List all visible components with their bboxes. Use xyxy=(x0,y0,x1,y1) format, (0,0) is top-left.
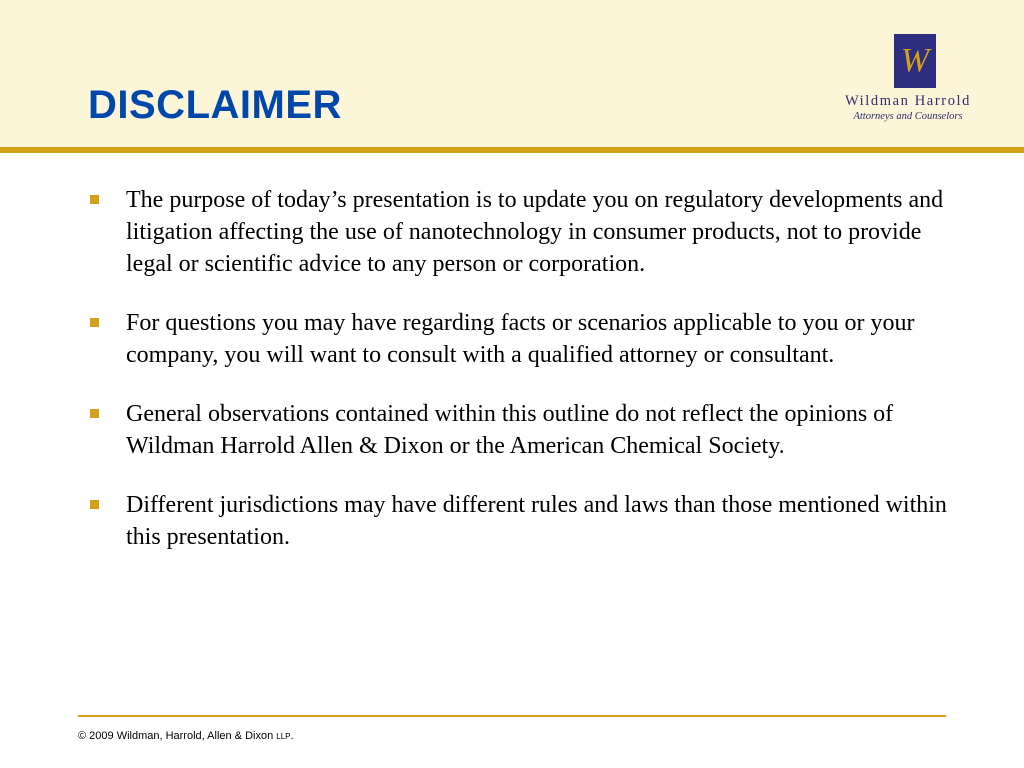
square-bullet-icon xyxy=(90,195,99,204)
bullet-list xyxy=(86,184,956,580)
firm-monogram-icon xyxy=(894,34,936,88)
bullet-text: For questions you may have regarding facts or scenarios applicable to you or your company, you will want to consult with a qualified attorney or consultant. xyxy=(126,310,915,368)
list-item xyxy=(86,489,956,553)
list-item xyxy=(86,307,956,371)
list-item xyxy=(86,184,956,280)
bullet-text: Different jurisdictions may have different rules and laws than those mentioned within this presentation. xyxy=(126,492,947,550)
monogram-letter: W xyxy=(900,42,930,79)
square-bullet-icon xyxy=(90,409,99,418)
footer-copyright xyxy=(78,730,294,742)
firm-logo xyxy=(838,34,978,126)
firm-tagline: Attorneys and Counselors xyxy=(853,111,963,122)
copyright-suffix: LLP xyxy=(276,732,291,741)
square-bullet-icon xyxy=(90,318,99,327)
bullet-text: The purpose of today’s presentation is to update you on regulatory developments and litigation affecting the use of nanotechnology in consumer products, not to provide legal or scientific advice to any person or corporation. xyxy=(126,187,944,277)
list-item xyxy=(86,398,956,462)
footer-divider xyxy=(78,715,946,717)
copyright-text: © 2009 Wildman, Harrold, Allen & Dixon xyxy=(78,730,277,742)
bullet-text: General observations contained within this outline do not reflect the opinions of Wildman Harrold Allen & Dixon or the American Chemical Society. xyxy=(126,401,894,459)
header-divider xyxy=(0,147,1024,153)
slide-title: DISCLAIMER xyxy=(88,83,342,127)
square-bullet-icon xyxy=(90,500,99,509)
firm-name: Wildman Harrold xyxy=(844,93,972,109)
copyright-period: . xyxy=(290,730,294,742)
